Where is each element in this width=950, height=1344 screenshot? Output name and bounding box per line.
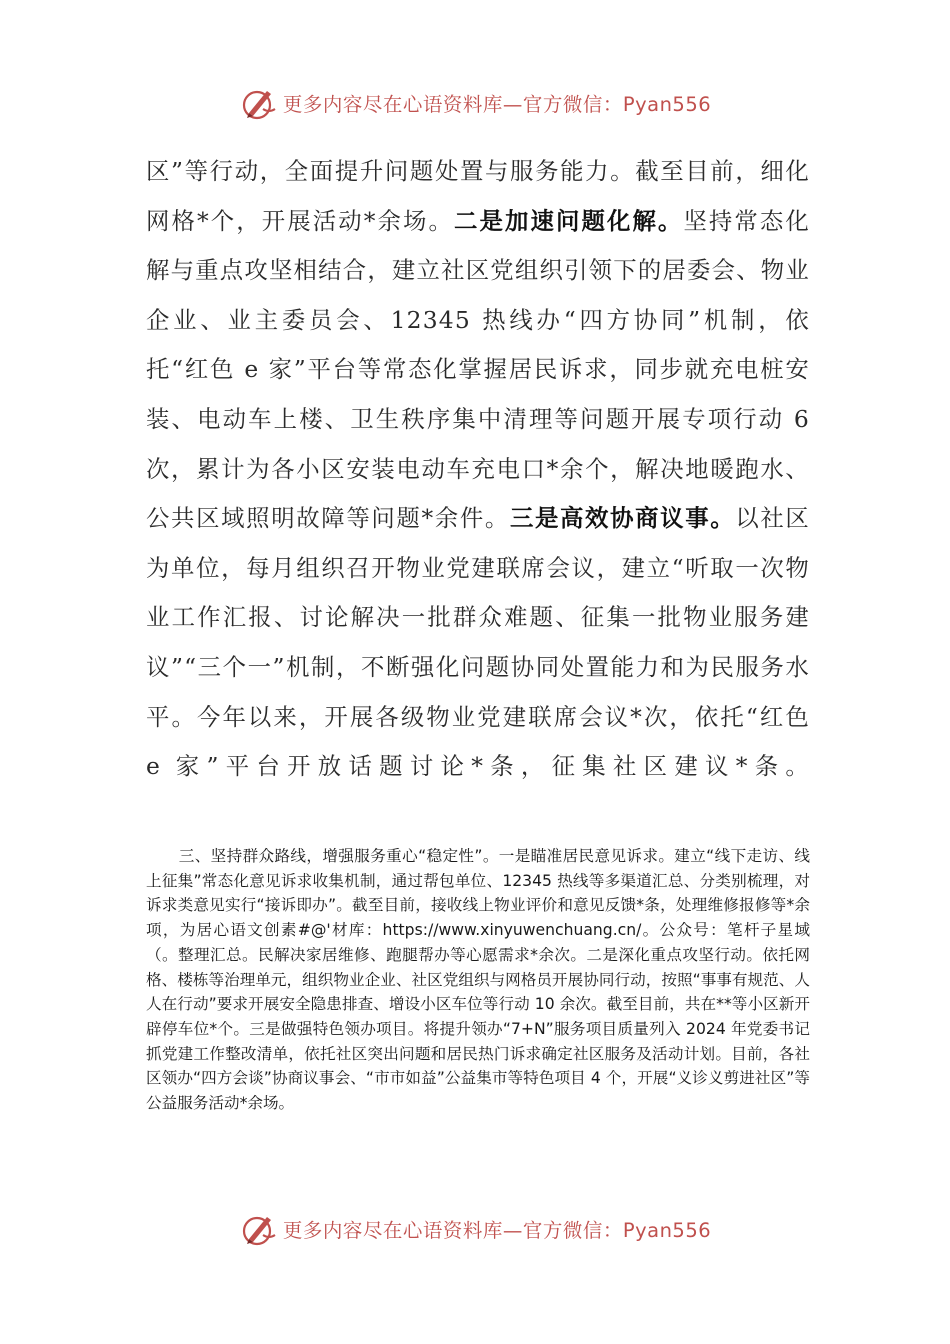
text-run: 以社区为单位，每月组织召开物业党建联席会议，建立“听取一次物业工作汇报、讨论解决一批群众难题、征集一批物业服务建议”“三个一”机制，不断强化问题协同处置能力和为民服务水平。今年以来，开展各级物业党建联席会议*次，依托“红色 e 家”平台开放话题讨论*条，征集社区建议*条。 [146, 504, 810, 781]
pen-logo-icon [239, 1209, 279, 1249]
paragraph-runs [146, 157, 810, 780]
watermark-text: 更多内容尽在心语资料库—官方微信：Pyan556 [282, 1219, 712, 1242]
bold-heading-run: 二是加速问题化解。 [454, 206, 684, 235]
text-run: 坚持常态化解与重点攻坚相结合，建立社区党组织引领下的居委会、物业企业、业主委员会、12345 热线办“四方协同”机制，依托“红色 e 家”平台等常态化掌握居民诉求，同步就充电桩安装、电动车上楼、卫生秩序集中清理等问题开展专项行动 6 次，累计为各小区安装电动车充电口*余个，解决地暖跑水、公共区域照明故障等问题*余件。 [146, 206, 810, 533]
bold-heading-run: 三是高效协商议事。 [509, 504, 736, 533]
body-paragraph-large [146, 147, 810, 792]
footer-watermark-banner [0, 1207, 950, 1251]
pen-logo-icon [239, 83, 279, 123]
text-run: 区”等行动，全面提升问题处置与服务能力。截至目前，细化网格*个，开展活动*余场。 [146, 157, 810, 235]
watermark-text: 更多内容尽在心语资料库—官方微信：Pyan556 [282, 93, 712, 116]
body-paragraph-section-three: 三、坚持群众路线，增强服务重心“稳定性”。一是瞄准居民意见诉求。建立“线下走访、线上征集”常态化意见诉求收集机制，通过帮包单位、12345 热线等多渠道汇总、分类别梳理，对诉求类意见实行“接诉即办”。截至目前，接收线上物业评价和意见反馈*条，处理维修报修等*余项，为居心语文创素#@'材库：https://www.xinyuwenchuang.cn/。公众号：笔杆子星域（。整理汇总。民解决家居维修、跑腿帮办等心愿需求*余次。二是深化重点攻坚行动。依托网格、楼栋等治理单元，组织物业企业、社区党组织与网格员开展协同行动，按照“事事有规范、人人在行动”要求开展安全隐患排查、增设小区车位等行动 10 余次。截至目前，共在**等小区新开辟停车位*个。三是做强特色领办项目。将提升领办“7+N”服务项目质量列入 2024 年党委书记抓党建工作整改清单，依托社区突出问题和居民热门诉求确定社区服务及活动计划。目前，各社区领办“四方会谈”协商议事会、“市市如益”公益集市等特色项目 4 个，开展“义诊义剪进社区”等公益服务活动*余场。 [146, 847, 810, 1113]
header-watermark-banner [0, 81, 950, 125]
